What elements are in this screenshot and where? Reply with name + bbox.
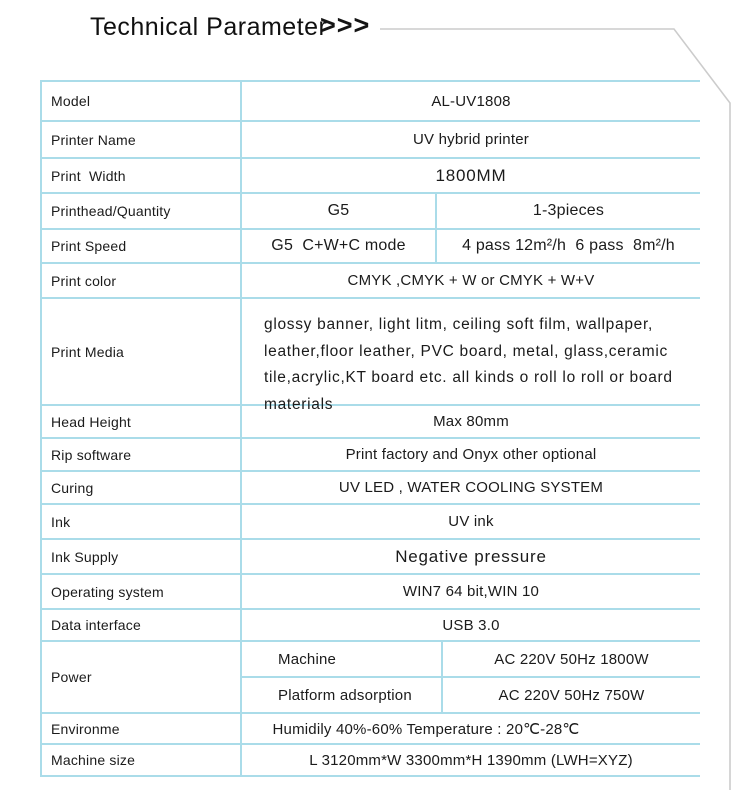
row-label: Curing <box>42 472 242 503</box>
table-row-print-color <box>42 264 700 299</box>
row-value: Humidily 40%-60% Temperature : 20℃-28℃ <box>272 720 580 738</box>
table-row-machine-size <box>42 745 700 777</box>
triple-chevron-icon: >>> <box>320 10 371 40</box>
table-row-printer-name <box>42 122 700 159</box>
row-value: Negative pressure <box>395 546 547 566</box>
row-label: Print Media <box>42 299 242 404</box>
table-row-print-media <box>42 299 700 413</box>
row-label: Ink <box>42 505 242 538</box>
row-label: Print Speed <box>42 230 242 262</box>
sub-row-value: AC 220V 50Hz 750W <box>498 686 645 704</box>
row-label: Machine size <box>42 745 242 775</box>
row-value: Print factory and Onyx other optional <box>345 446 597 463</box>
row-value: AL-UV1808 <box>431 92 511 110</box>
table-row-operating-system <box>42 575 700 610</box>
table-row-ink-supply <box>42 540 700 575</box>
row-label: Head Height <box>42 406 242 437</box>
row-value: Max 80mm <box>433 413 509 430</box>
row-label: Ink Supply <box>42 540 242 573</box>
page-title: Technical Parameter <box>90 13 328 41</box>
row-value: USB 3.0 <box>442 616 500 634</box>
table-row-print-speed <box>42 230 700 264</box>
row-value: L 3120mm*W 3300mm*H 1390mm (LWH=XYZ) <box>309 751 633 769</box>
table-row-printhead-quantity <box>42 194 700 230</box>
row-value-1: G5 C+W+C mode <box>242 230 437 262</box>
row-value: UV ink <box>448 513 494 530</box>
row-label: Printer Name <box>42 122 242 157</box>
row-label: Operating system <box>42 575 242 608</box>
table-row-ink <box>42 505 700 540</box>
row-value: glossy banner, light litm, ceiling soft film, wallpaper, leather,floor leather, PVC board, metal, glass,ceramic tile,acrylic,KT board etc. all kinds o roll lo roll or board materials <box>264 316 678 413</box>
sub-row-value: AC 220V 50Hz 1800W <box>494 650 649 668</box>
technical-parameter-table <box>40 80 700 777</box>
row-label: Print Width <box>42 159 242 192</box>
row-label: Print color <box>42 264 242 297</box>
table-row-curing <box>42 472 700 505</box>
table-row-print-width <box>42 159 700 194</box>
power-machine-row <box>242 642 700 678</box>
row-label: Model <box>42 82 242 120</box>
power-platform-row <box>242 678 700 712</box>
sub-row-label: Platform adsorption <box>242 678 443 712</box>
row-label: Data interface <box>42 610 242 640</box>
row-value-2: 1-3pieces <box>532 202 605 219</box>
row-label: Power <box>42 642 242 712</box>
row-label: Printhead/Quantity <box>42 194 242 228</box>
row-value-2: 4 pass 12m²/h 6 pass 8m²/h <box>462 237 675 254</box>
table-row-head-height <box>42 406 700 439</box>
table-row-environment <box>42 714 700 745</box>
row-label: Environme <box>42 714 242 743</box>
table-row-data-interface <box>42 610 700 642</box>
row-value: CMYK ,CMYK + W or CMYK + W+V <box>347 272 595 289</box>
table-row-rip-software <box>42 439 700 472</box>
table-row-model <box>42 82 700 122</box>
row-label: Rip software <box>42 439 242 470</box>
row-value: WIN7 64 bit,WIN 10 <box>402 583 540 600</box>
power-subtable <box>242 642 700 712</box>
row-value: UV hybrid printer <box>413 131 529 148</box>
row-value: 1800MM <box>435 165 507 185</box>
table-row-power <box>42 642 700 714</box>
row-value-1: G5 <box>242 194 437 228</box>
row-value: UV LED , WATER COOLING SYSTEM <box>338 479 604 496</box>
sub-row-label: Machine <box>242 642 443 676</box>
